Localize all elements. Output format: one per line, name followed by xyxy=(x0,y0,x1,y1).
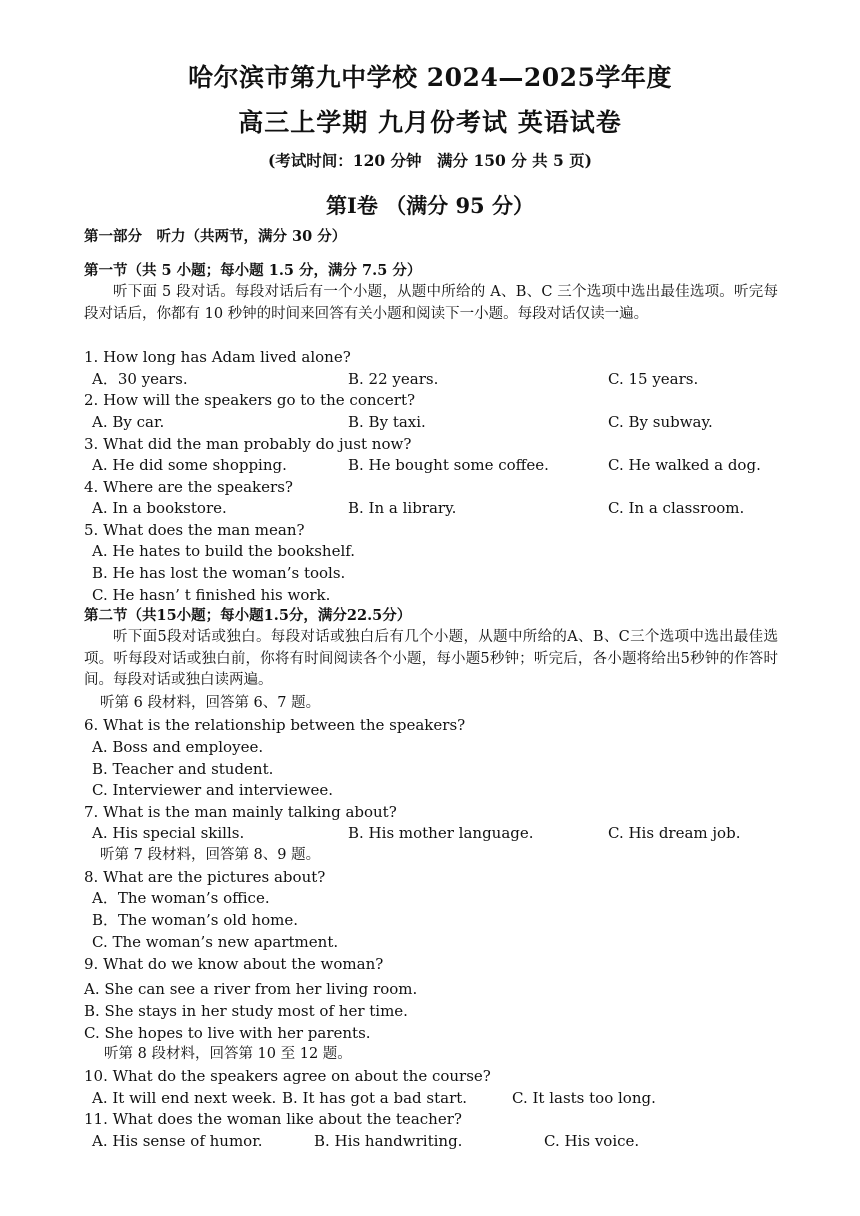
question-10-stem: 10. What do the speakers agree on about the course? xyxy=(84,1067,491,1085)
question-4-option-c: C. In a classroom. xyxy=(608,499,745,517)
question-3-stem: 3. What did the man probably do just now? xyxy=(84,435,412,453)
question-8-stem: 8. What are the pictures about? xyxy=(84,868,326,886)
exam-title-subject: 高三上学期 九月份考试 英语试卷 xyxy=(238,108,622,137)
question-1-option-c: C. 15 years. xyxy=(608,370,699,388)
question-8-option-b: B．The woman’s old home. xyxy=(92,911,299,929)
volume-heading: 第Ⅰ卷 （满分 95 分） xyxy=(326,193,534,218)
question-4-stem: 4. Where are the speakers? xyxy=(84,478,293,496)
question-8-option-c: C. The woman’s new apartment. xyxy=(92,933,339,951)
question-9-option-a: A. She can see a river from her living room. xyxy=(84,980,418,998)
question-11-option-c: C. His voice. xyxy=(544,1132,640,1150)
question-7-option-c: C. His dream job. xyxy=(608,824,741,842)
question-1-option-a: A．30 years. xyxy=(92,370,188,388)
material-8-note: 听第 8 段材料，回答第 10 至 12 题。 xyxy=(104,1046,352,1062)
question-7-option-a: A. His special skills. xyxy=(92,824,245,842)
part1-heading: 第一部分 听力（共两节，满分 30 分） xyxy=(84,228,347,245)
question-10-option-b: B. It has got a bad start. xyxy=(282,1089,468,1107)
material-7-note: 听第 7 段材料，回答第 8、9 题。 xyxy=(100,847,321,863)
question-3-option-a: A. He did some shopping. xyxy=(92,456,287,474)
question-2-option-b: B. By taxi. xyxy=(348,413,426,431)
question-6-stem: 6. What is the relationship between the speakers? xyxy=(84,716,466,734)
question-2-stem: 2. How will the speakers go to the concert? xyxy=(84,391,416,409)
section1-heading: 第一节（共 5 小题；每小题 1.5 分，满分 7.5 分） xyxy=(84,262,422,279)
question-9-option-b: B. She stays in her study most of her time. xyxy=(84,1002,408,1020)
question-11-stem: 11. What does the woman like about the teacher? xyxy=(84,1110,462,1128)
question-3-option-c: C. He walked a dog. xyxy=(608,456,761,474)
section2-instructions: 听下面5段对话或独白。每段对话或独白后有几个小题，从题中所给的A、B、C三个选项中选出最佳选项。听每段对话或独白前，你将有时间阅读各个小题，每小题5秒钟；听完后，各小题将给出5秒钟的作答时间。每段对话或独白读两遍。 xyxy=(84,629,778,688)
question-11-option-b: B. His handwriting. xyxy=(314,1132,463,1150)
material-6-note: 听第 6 段材料，回答第 6、7 题。 xyxy=(100,695,321,711)
question-2-option-a: A. By car. xyxy=(92,413,165,431)
question-5-option-c: C. He hasn’ t finished his work. xyxy=(92,586,331,604)
question-1-stem: 1. How long has Adam lived alone? xyxy=(84,348,351,366)
section1-instructions: 听下面 5 段对话。每段对话后有一个小题，从题中所给的 A、B、C 三个选项中选出最佳选项。听完每段对话后，你都有 10 秒钟的时间来回答有关小题和阅读下一小题。每段对话仅读一遍。 xyxy=(84,284,778,322)
question-6-option-c: C. Interviewer and interviewee. xyxy=(92,781,333,799)
question-9-stem: 9. What do we know about the woman? xyxy=(84,955,384,973)
question-5-option-b: B. He has lost the woman’s tools. xyxy=(92,564,346,582)
question-11-option-a: A. His sense of humor. xyxy=(92,1132,263,1150)
exam-info: (考试时间：120 分钟 满分 150 分 共 5 页) xyxy=(267,151,593,170)
question-8-option-a: A．The woman’s office. xyxy=(92,889,270,907)
question-6-option-a: A. Boss and employee. xyxy=(92,738,264,756)
question-7-stem: 7. What is the man mainly talking about? xyxy=(84,803,397,821)
question-2-option-c: C. By subway. xyxy=(608,413,713,431)
question-9-option-c: C. She hopes to live with her parents. xyxy=(84,1024,371,1042)
question-10-option-a: A. It will end next week. xyxy=(92,1089,277,1107)
question-6-option-b: B. Teacher and student. xyxy=(92,760,274,778)
exam-title-school: 哈尔滨市第九中学校 2024—2025学年度 xyxy=(188,63,672,92)
question-1-option-b: B. 22 years. xyxy=(348,370,439,388)
question-4-option-a: A. In a bookstore. xyxy=(92,499,227,517)
question-7-option-b: B. His mother language. xyxy=(348,824,534,842)
question-10-option-c: C. It lasts too long. xyxy=(512,1089,656,1107)
question-5-stem: 5. What does the man mean? xyxy=(84,521,305,539)
section2-heading: 第二节（共15小题；每小题1.5分，满分22.5分） xyxy=(84,607,412,624)
question-3-option-b: B. He bought some coffee. xyxy=(348,456,549,474)
question-4-option-b: B. In a library. xyxy=(348,499,457,517)
question-5-option-a: A. He hates to build the bookshelf. xyxy=(92,542,356,560)
